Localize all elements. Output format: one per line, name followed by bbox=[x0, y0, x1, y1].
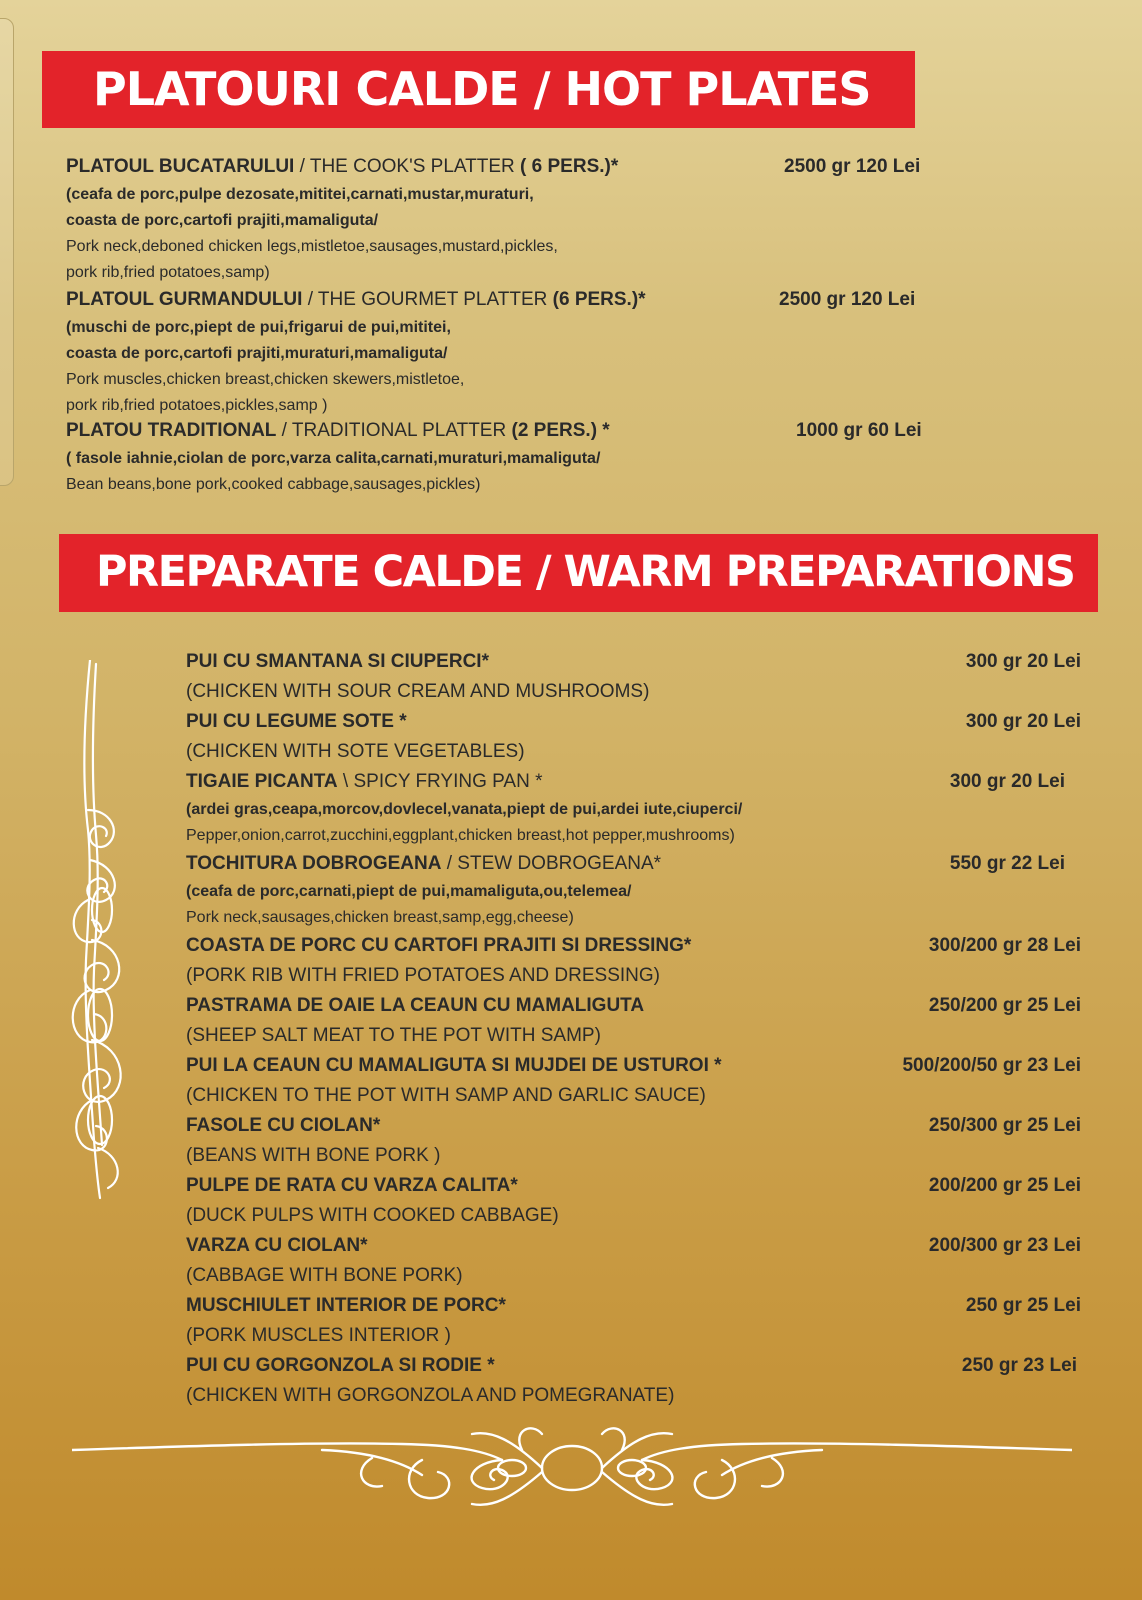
item-name: PASTRAMA DE OAIE LA CEAUN CU MAMALIGUTA bbox=[186, 995, 645, 1016]
hot-plates-banner bbox=[42, 51, 915, 128]
menu-item bbox=[186, 1291, 1081, 1351]
item-persons: (2 PERS.) * bbox=[511, 420, 610, 441]
menu-item bbox=[186, 767, 1081, 849]
item-name: VARZA CU CIOLAN* bbox=[186, 1235, 368, 1256]
item-ingredients-en: Pork muscles,chicken breast,chicken skewers,mistletoe, bbox=[66, 371, 465, 388]
item-persons: ( 6 PERS.)* bbox=[520, 156, 619, 177]
item-ingredients-en: Pepper,onion,carrot,zucchini,eggplant,chicken breast,hot pepper,mushrooms) bbox=[186, 827, 735, 844]
item-price: 250 gr 23 Lei bbox=[961, 1355, 1077, 1376]
item-price: 300 gr 20 Lei bbox=[965, 651, 1081, 672]
menu-item bbox=[186, 647, 1081, 707]
item-name-en: / THE GOURMET PLATTER bbox=[302, 289, 553, 310]
item-subtitle: (BEANS WITH BONE PORK ) bbox=[186, 1145, 441, 1166]
vertical-flourish-ornament bbox=[70, 660, 150, 1200]
item-subtitle: (CHICKEN WITH GORGONZOLA AND POMEGRANATE) bbox=[186, 1385, 675, 1406]
item-name-en: / TRADITIONAL PLATTER bbox=[276, 420, 512, 441]
item-ingredients-ro: (muschi de porc,piept de pui,frigarui de pui,mititei, bbox=[66, 319, 451, 336]
item-subtitle: (CHICKEN WITH SOTE VEGETABLES) bbox=[186, 741, 525, 762]
hot-plates-item bbox=[66, 152, 966, 286]
item-ingredients-en: Bean beans,bone pork,cooked cabbage,sausages,pickles) bbox=[66, 476, 481, 493]
item-subtitle: (CHICKEN TO THE POT WITH SAMP AND GARLIC SAUCE) bbox=[186, 1085, 706, 1106]
menu-item bbox=[186, 991, 1081, 1051]
item-name: PUI CU GORGONZOLA SI RODIE * bbox=[186, 1355, 495, 1376]
item-price: 2500 gr 120 Lei bbox=[779, 289, 916, 310]
item-subtitle: (PORK MUSCLES INTERIOR ) bbox=[186, 1325, 451, 1346]
item-name: PUI LA CEAUN CU MAMALIGUTA SI MUJDEI DE USTUROI * bbox=[186, 1055, 722, 1076]
menu-item bbox=[186, 1051, 1081, 1111]
item-ingredients-en: pork rib,fried potatoes,samp) bbox=[66, 264, 270, 281]
item-heading bbox=[66, 416, 966, 446]
item-subtitle: (PORK RIB WITH FRIED POTATOES AND DRESSING) bbox=[186, 965, 660, 986]
item-price: 2500 gr 120 Lei bbox=[784, 156, 921, 177]
horizontal-flourish-ornament bbox=[72, 1420, 1072, 1515]
item-name-en: \ SPICY FRYING PAN * bbox=[337, 771, 543, 792]
item-ingredients-ro: (ardei gras,ceapa,morcov,dovlecel,vanata,piept de pui,ardei iute,ciuperci/ bbox=[186, 801, 743, 818]
item-price: 250/200 gr 25 Lei bbox=[928, 995, 1081, 1016]
warm-preparations-title: PREPARATE CALDE / WARM PREPARATIONS bbox=[96, 547, 1075, 597]
item-name: FASOLE CU CIOLAN* bbox=[186, 1115, 381, 1136]
item-price: 550 gr 22 Lei bbox=[949, 853, 1065, 874]
item-ingredients-en: pork rib,fried potatoes,pickles,samp ) bbox=[66, 397, 328, 414]
item-ingredients-ro: (ceafa de porc,carnati,piept de pui,mamaliguta,ou,telemea/ bbox=[186, 883, 632, 900]
item-price: 250 gr 25 Lei bbox=[965, 1295, 1081, 1316]
item-name: PLATOU TRADITIONAL bbox=[66, 420, 277, 441]
item-name: COASTA DE PORC CU CARTOFI PRAJITI SI DRESSING* bbox=[186, 935, 692, 956]
item-price: 300 gr 20 Lei bbox=[965, 711, 1081, 732]
item-price: 500/200/50 gr 23 Lei bbox=[902, 1055, 1081, 1076]
item-price: 300/200 gr 28 Lei bbox=[928, 935, 1081, 956]
menu-item bbox=[186, 849, 1081, 931]
hot-plates-item bbox=[66, 416, 966, 498]
item-name: PUI CU SMANTANA SI CIUPERCI* bbox=[186, 651, 489, 672]
page-edge-tab bbox=[0, 18, 14, 486]
item-ingredients-ro: coasta de porc,cartofi prajiti,mamaliguta/ bbox=[66, 212, 379, 229]
hot-plates-title: PLATOURI CALDE / HOT PLATES bbox=[93, 62, 871, 116]
menu-item bbox=[186, 707, 1081, 767]
item-name: TOCHITURA DOBROGEANA bbox=[186, 853, 442, 874]
item-name: PLATOUL GURMANDULUI bbox=[66, 289, 303, 310]
item-persons: (6 PERS.)* bbox=[552, 289, 646, 310]
item-heading bbox=[66, 152, 966, 182]
item-subtitle: (CABBAGE WITH BONE PORK) bbox=[186, 1265, 463, 1286]
item-name-en: / STEW DOBROGEANA* bbox=[441, 853, 662, 874]
item-price: 250/300 gr 25 Lei bbox=[928, 1115, 1081, 1136]
item-name: PLATOUL BUCATARULUI bbox=[66, 156, 295, 177]
item-ingredients-ro: (ceafa de porc,pulpe dezosate,mititei,carnati,mustar,muraturi, bbox=[66, 186, 534, 203]
item-name: TIGAIE PICANTA bbox=[186, 771, 338, 792]
item-ingredients-en: Pork neck,sausages,chicken breast,samp,egg,cheese) bbox=[186, 909, 574, 926]
item-subtitle: (CHICKEN WITH SOUR CREAM AND MUSHROOMS) bbox=[186, 681, 650, 702]
menu-item bbox=[186, 1231, 1081, 1291]
item-name-en: / THE COOK'S PLATTER bbox=[294, 156, 521, 177]
item-name: PUI CU LEGUME SOTE * bbox=[186, 711, 407, 732]
item-subtitle: (SHEEP SALT MEAT TO THE POT WITH SAMP) bbox=[186, 1025, 601, 1046]
menu-item bbox=[186, 1111, 1081, 1171]
menu-item bbox=[186, 931, 1081, 991]
warm-preparations-banner bbox=[59, 534, 1098, 612]
item-subtitle: (DUCK PULPS WITH COOKED CABBAGE) bbox=[186, 1205, 559, 1226]
item-price: 200/200 gr 25 Lei bbox=[928, 1175, 1081, 1196]
menu-item bbox=[186, 1351, 1081, 1411]
item-ingredients-ro: coasta de porc,cartofi prajiti,muraturi,mamaliguta/ bbox=[66, 345, 448, 362]
item-price: 200/300 gr 23 Lei bbox=[928, 1235, 1081, 1256]
item-price: 300 gr 20 Lei bbox=[949, 771, 1065, 792]
item-ingredients-en: Pork neck,deboned chicken legs,mistletoe,sausages,mustard,pickles, bbox=[66, 238, 558, 255]
hot-plates-item bbox=[66, 285, 966, 419]
item-heading bbox=[66, 285, 966, 315]
menu-item bbox=[186, 1171, 1081, 1231]
item-name: PULPE DE RATA CU VARZA CALITA* bbox=[186, 1175, 518, 1196]
item-name: MUSCHIULET INTERIOR DE PORC* bbox=[186, 1295, 506, 1316]
item-ingredients-ro: ( fasole iahnie,ciolan de porc,varza calita,carnati,muraturi,mamaliguta/ bbox=[66, 450, 601, 467]
warm-preparations-list bbox=[186, 647, 1081, 1411]
item-price: 1000 gr 60 Lei bbox=[796, 420, 922, 441]
